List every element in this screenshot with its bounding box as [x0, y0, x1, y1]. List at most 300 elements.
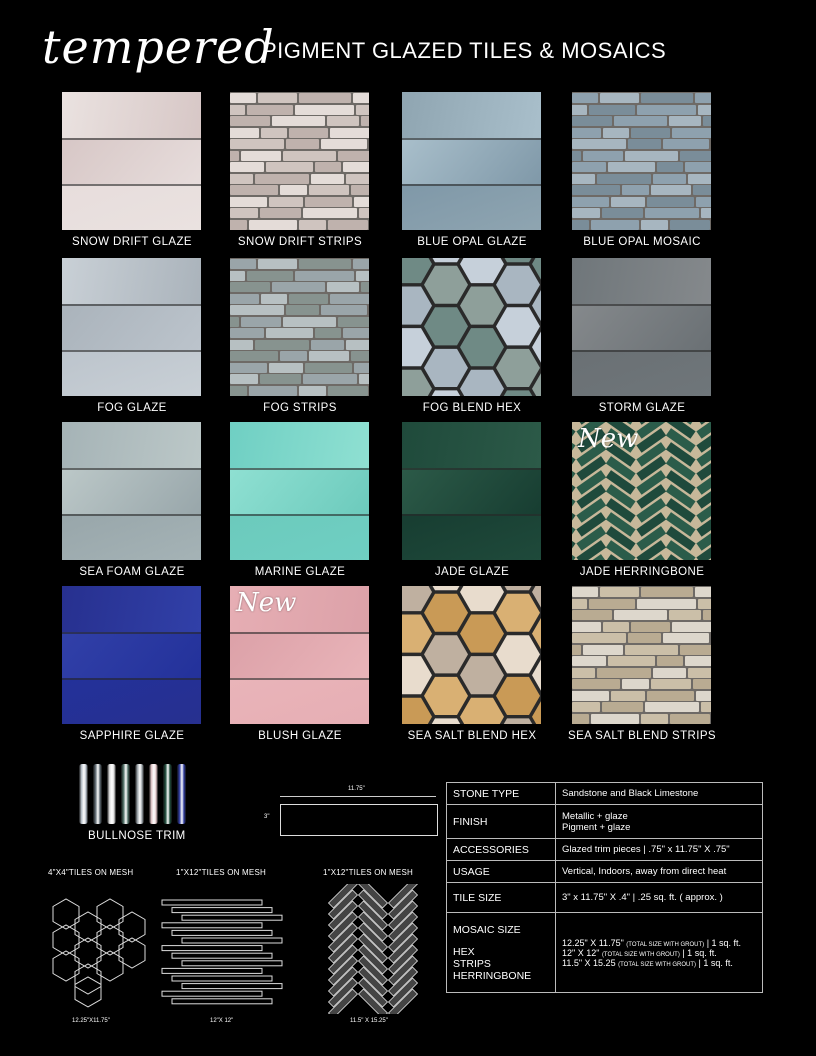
strip-piece	[241, 151, 281, 161]
mosaic-size-row	[562, 938, 756, 948]
trim-piece	[121, 764, 130, 824]
strip-piece	[572, 622, 601, 632]
strip-piece	[625, 645, 678, 655]
finish-line-2: Pigment + glaze	[562, 821, 631, 833]
spec-key: ACCESSORIES	[447, 839, 556, 861]
strip-piece	[247, 105, 293, 115]
strip-piece	[230, 374, 258, 384]
strip-piece	[249, 220, 297, 230]
mesh-herringbone-diagram	[314, 884, 424, 1014]
spec-value: Vertical, Indoors, away from direct heat	[556, 861, 763, 883]
strip-piece	[628, 633, 661, 643]
strip-piece	[703, 610, 711, 620]
spec-row-tile-size	[447, 883, 763, 913]
strip-piece	[353, 93, 369, 103]
strip-piece	[269, 363, 303, 373]
strip-piece	[680, 151, 711, 161]
strip-piece	[625, 151, 678, 161]
strip-piece	[269, 197, 303, 207]
spec-value	[556, 805, 763, 839]
strip-piece	[305, 363, 352, 373]
strip-piece	[328, 386, 368, 396]
strip-piece	[695, 93, 711, 103]
strip-piece	[255, 174, 309, 184]
tile-label: BLUE OPAL GLAZE	[417, 236, 527, 248]
grout-line	[402, 468, 541, 470]
strip-piece	[311, 174, 344, 184]
strip-piece	[230, 340, 253, 350]
strip-piece	[230, 363, 267, 373]
tile-sea-salt-blend-hex-swatch	[402, 586, 541, 724]
hex-piece	[424, 594, 468, 632]
mosaic-size-area: | 1 sq. ft.	[706, 937, 742, 948]
strip-piece	[645, 208, 699, 218]
mesh-hex-heading: 4"X4"TILES ON MESH	[48, 868, 134, 877]
width-dimension-line	[280, 796, 436, 797]
tile-label: FOG BLEND HEX	[422, 402, 522, 414]
strip-piece	[631, 128, 670, 138]
strip-piece	[651, 185, 691, 195]
hex-piece	[460, 287, 504, 325]
mosaic-size-area: | 1 sq. ft.	[698, 957, 733, 968]
strip-piece	[688, 174, 711, 184]
spec-row-stone-type	[447, 783, 763, 805]
strip-piece	[280, 351, 307, 361]
strip-piece	[230, 151, 239, 161]
grout-line	[62, 514, 201, 516]
grout-line	[230, 468, 369, 470]
tile-fog-blend-hex-swatch	[402, 258, 541, 396]
mosaic-size-note: (TOTAL SIZE WITH GROUT)	[618, 961, 696, 968]
strip-piece	[688, 668, 711, 678]
hex-piece	[460, 615, 504, 653]
strip-piece	[359, 208, 369, 218]
strip-piece	[597, 174, 651, 184]
strip-piece	[230, 305, 284, 315]
strip-piece	[572, 151, 581, 161]
mesh-strip-cell	[172, 953, 272, 958]
dimension-diagram	[262, 786, 442, 846]
spec-row-mosaic-size	[447, 913, 763, 993]
glaze-plank	[230, 468, 369, 516]
grout-line	[402, 514, 541, 516]
strip-piece	[289, 128, 328, 138]
spec-key: TILE SIZE	[447, 883, 556, 913]
strip-piece	[614, 116, 667, 126]
strip-piece	[572, 668, 595, 678]
tile-sea-salt-blend-strips-swatch	[572, 586, 711, 724]
tile-sea-foam-glaze-swatch	[62, 422, 201, 560]
bullnose-trim-swatch	[79, 764, 191, 824]
strip-piece	[583, 645, 623, 655]
strip-piece	[608, 656, 655, 666]
tile-outline	[280, 804, 438, 836]
strip-piece	[641, 587, 693, 597]
hex-piece	[402, 615, 432, 653]
strip-piece	[361, 282, 369, 292]
strip-piece	[703, 116, 711, 126]
width-dimension-label: 11.75"	[348, 786, 365, 792]
strip-piece	[354, 197, 369, 207]
strip-piece	[693, 185, 711, 195]
strip-piece	[572, 208, 600, 218]
hex-piece	[424, 677, 468, 715]
strip-piece	[230, 282, 270, 292]
strip-piece	[303, 208, 357, 218]
glaze-plank	[402, 468, 541, 516]
mesh-strips-size: 12"X 12"	[210, 1018, 234, 1024]
grout-line	[62, 468, 201, 470]
strip-piece	[230, 328, 264, 338]
strip-piece	[343, 328, 369, 338]
strip-piece	[572, 139, 626, 149]
strip-piece	[572, 197, 609, 207]
strip-piece	[657, 656, 683, 666]
strip-piece	[572, 656, 606, 666]
glaze-plank	[230, 514, 369, 560]
strip-piece	[698, 599, 711, 609]
strip-piece	[289, 294, 328, 304]
spec-value: Glazed trim pieces | .75" x 11.75" X .75"	[556, 839, 763, 861]
grout-line	[62, 138, 201, 140]
strip-piece	[353, 259, 369, 269]
glaze-plank	[230, 678, 369, 724]
hex-piece	[460, 586, 504, 611]
strip-piece	[247, 271, 293, 281]
glaze-plank	[62, 468, 201, 516]
strip-piece	[572, 702, 600, 712]
tile-fog-strips-swatch	[230, 258, 369, 396]
strip-piece	[685, 162, 711, 172]
strip-piece	[608, 162, 655, 172]
hex-piece	[460, 698, 504, 724]
strip-piece	[572, 633, 626, 643]
strip-piece	[330, 294, 369, 304]
strip-piece	[230, 185, 278, 195]
hex-piece	[402, 287, 432, 325]
strip-piece	[299, 220, 326, 230]
strip-piece	[283, 151, 336, 161]
strip-piece	[669, 116, 701, 126]
strip-piece	[230, 116, 270, 126]
strip-piece	[286, 139, 319, 149]
specs-table	[446, 782, 763, 993]
strip-piece	[280, 185, 307, 195]
glaze-plank	[62, 184, 201, 230]
strip-piece	[670, 220, 710, 230]
tile-label: FOG STRIPS	[263, 402, 337, 414]
strip-piece	[583, 151, 623, 161]
grout-line	[62, 678, 201, 680]
bullnose-trim-label: BULLNOSE TRIM	[88, 830, 186, 842]
glaze-plank	[572, 258, 711, 306]
glaze-plank	[62, 586, 201, 634]
strip-piece	[622, 185, 649, 195]
glaze-plank	[572, 350, 711, 396]
strip-piece	[272, 282, 325, 292]
mesh-strip-cell	[182, 961, 282, 966]
glaze-plank	[62, 514, 201, 560]
spec-key: STONE TYPE	[447, 783, 556, 805]
strip-piece	[230, 128, 259, 138]
hex-piece	[496, 635, 540, 673]
mesh-strip-cell	[172, 930, 272, 935]
tile-label: SEA SALT BLEND HEX	[407, 730, 537, 742]
strip-piece	[260, 208, 301, 218]
tile-marine-glaze-swatch	[230, 422, 369, 560]
grout-line	[62, 304, 201, 306]
strip-piece	[230, 162, 264, 172]
tile-blue-opal-mosaic-swatch	[572, 92, 711, 230]
glaze-plank	[62, 350, 201, 396]
strip-piece	[680, 645, 711, 655]
strip-piece	[572, 691, 609, 701]
strip-piece	[258, 259, 297, 269]
strip-piece	[230, 317, 239, 327]
strip-piece	[631, 622, 670, 632]
strip-piece	[701, 208, 711, 218]
strip-piece	[328, 220, 368, 230]
strip-piece	[589, 105, 635, 115]
strip-piece	[572, 162, 606, 172]
strip-piece	[266, 328, 313, 338]
herringbone-piece	[572, 422, 576, 439]
strip-piece	[653, 174, 686, 184]
spec-row-accessories	[447, 839, 763, 861]
height-dimension-label: 3"	[264, 814, 270, 820]
tile-fog-glaze-swatch	[62, 258, 201, 396]
grout-line	[230, 514, 369, 516]
hex-piece	[402, 656, 432, 694]
strip-piece	[305, 197, 352, 207]
strip-piece	[359, 374, 369, 384]
herringbone-piece	[572, 422, 576, 425]
tile-label: STORM GLAZE	[598, 402, 686, 414]
strip-piece	[603, 128, 629, 138]
strip-piece	[597, 668, 651, 678]
strip-piece	[602, 208, 643, 218]
strip-piece	[637, 599, 696, 609]
hex-piece	[496, 349, 540, 387]
tile-label: BLUE OPAL MOSAIC	[583, 236, 701, 248]
strip-piece	[283, 317, 336, 327]
hex-piece	[496, 677, 540, 715]
trim-piece	[79, 764, 88, 824]
mesh-strip-cell	[162, 946, 262, 951]
mesh-hex-cell	[75, 977, 101, 1007]
strip-piece	[589, 599, 635, 609]
tile-label: SEA FOAM GLAZE	[79, 566, 185, 578]
strip-piece	[572, 128, 601, 138]
mosaic-size-row	[562, 958, 756, 968]
strip-piece	[327, 282, 359, 292]
strip-piece	[591, 220, 639, 230]
mesh-strips-diagram	[158, 896, 288, 1016]
strip-piece	[230, 174, 253, 184]
strip-piece	[272, 116, 325, 126]
hex-piece	[496, 307, 540, 345]
strip-piece	[286, 305, 319, 315]
strip-piece	[572, 679, 620, 689]
page-title: PIGMENT GLAZED TILES & MOSAICS	[262, 38, 667, 63]
strip-piece	[695, 587, 711, 597]
strip-piece	[309, 351, 349, 361]
glaze-plank	[402, 138, 541, 186]
hex-piece	[460, 656, 504, 694]
strip-piece	[356, 271, 369, 281]
mosaic-size-note: (TOTAL SIZE WITH GROUT)	[601, 951, 680, 958]
mesh-strip-cell	[162, 968, 262, 973]
tile-label: JADE GLAZE	[434, 566, 510, 578]
spec-key: FINISH	[447, 805, 556, 839]
strip-piece	[647, 691, 694, 701]
hex-piece	[496, 718, 540, 724]
strip-piece	[572, 220, 589, 230]
strip-piece	[315, 162, 341, 172]
strip-piece	[701, 702, 711, 712]
strip-piece	[611, 197, 645, 207]
strip-piece	[346, 174, 369, 184]
tile-label: SNOW DRIFT GLAZE	[72, 236, 192, 248]
strip-piece	[600, 93, 639, 103]
mesh-strip-cell	[172, 999, 272, 1004]
strip-piece	[261, 128, 287, 138]
hex-piece	[424, 349, 468, 387]
strip-piece	[641, 714, 668, 724]
strip-piece	[230, 294, 259, 304]
grout-line	[572, 350, 711, 352]
strip-piece	[299, 386, 326, 396]
spec-key	[447, 913, 556, 993]
glaze-plank	[62, 632, 201, 680]
trim-piece	[93, 764, 102, 824]
hex-piece	[460, 370, 504, 396]
strip-piece	[230, 93, 256, 103]
glaze-plank	[402, 184, 541, 230]
strip-piece	[614, 610, 667, 620]
hex-piece	[496, 390, 540, 396]
tile-snow-drift-glaze-swatch	[62, 92, 201, 230]
strip-piece	[572, 105, 587, 115]
tile-blush-glaze-swatch	[230, 586, 369, 724]
strip-piece	[354, 363, 369, 373]
strip-piece	[230, 351, 278, 361]
strip-piece	[647, 197, 694, 207]
grout-line	[402, 184, 541, 186]
strip-piece	[330, 128, 369, 138]
mesh-strip-cell	[182, 938, 282, 943]
strip-piece	[321, 305, 367, 315]
strip-piece	[260, 374, 301, 384]
glaze-plank	[62, 138, 201, 186]
strip-piece	[258, 93, 297, 103]
strip-piece	[572, 185, 620, 195]
strip-piece	[622, 679, 649, 689]
mesh-strip-cell	[162, 900, 262, 905]
mesh-herringbone-heading: 1"X12"TILES ON MESH	[323, 868, 413, 877]
strip-piece	[603, 622, 629, 632]
strip-piece	[249, 386, 297, 396]
mesh-strip-cell	[172, 976, 272, 981]
strip-piece	[696, 691, 711, 701]
strip-piece	[663, 139, 709, 149]
grout-line	[62, 350, 201, 352]
mosaic-size-row	[562, 948, 756, 958]
mesh-strip-cell	[162, 923, 262, 928]
mosaic-size: 12.25" X 11.75"	[562, 937, 624, 948]
tile-jade-glaze-swatch	[402, 422, 541, 560]
tile-label: SEA SALT BLEND STRIPS	[568, 730, 716, 742]
strip-piece	[351, 185, 369, 195]
strip-piece	[641, 93, 693, 103]
mosaic-sub-key: HEX	[453, 945, 475, 958]
strip-piece	[299, 259, 351, 269]
tile-label: FOG GLAZE	[97, 402, 167, 414]
strip-piece	[295, 271, 354, 281]
strip-piece	[299, 93, 351, 103]
tile-sapphire-glaze-swatch	[62, 586, 201, 724]
strip-piece	[230, 139, 284, 149]
strip-piece	[327, 116, 359, 126]
tile-snow-drift-strips-swatch	[230, 92, 369, 230]
strip-piece	[669, 610, 701, 620]
tile-label: JADE HERRINGBONE	[579, 566, 705, 578]
hex-piece	[460, 258, 504, 283]
strip-piece	[670, 714, 710, 724]
strip-piece	[346, 340, 369, 350]
tile-storm-glaze-swatch	[572, 258, 711, 396]
strip-piece	[255, 340, 309, 350]
strip-piece	[696, 197, 711, 207]
hex-piece	[460, 328, 504, 366]
mesh-strips-heading: 1"X12"TILES ON MESH	[176, 868, 266, 877]
mosaic-size-note: (TOTAL SIZE WITH GROUT)	[626, 941, 705, 948]
mosaic-size-key: MOSAIC SIZE	[453, 923, 521, 936]
strip-piece	[230, 386, 247, 396]
strip-piece	[321, 139, 367, 149]
mosaic-sub-key: STRIPS	[453, 957, 491, 970]
glaze-plank	[62, 422, 201, 470]
grout-line	[230, 632, 369, 634]
strip-piece	[266, 162, 313, 172]
strip-piece	[351, 351, 369, 361]
strip-piece	[309, 185, 349, 195]
tile-label: MARINE GLAZE	[254, 566, 346, 578]
tile-label: SAPPHIRE GLAZE	[79, 730, 185, 742]
trim-piece	[177, 764, 186, 824]
hex-piece	[424, 307, 468, 345]
trim-piece	[163, 764, 172, 824]
tile-blue-opal-glaze-swatch	[402, 92, 541, 230]
mesh-strip-cell	[172, 908, 272, 913]
strip-piece	[295, 105, 354, 115]
tile-jade-herringbone-swatch	[572, 422, 711, 560]
strip-piece	[230, 271, 245, 281]
strip-piece	[338, 151, 369, 161]
strip-piece	[241, 317, 281, 327]
strip-piece	[230, 105, 245, 115]
mosaic-size: 12" X 12"	[562, 947, 600, 958]
strip-piece	[628, 139, 661, 149]
strip-piece	[600, 587, 639, 597]
strip-piece	[653, 668, 686, 678]
strip-piece	[698, 105, 711, 115]
grout-line	[402, 138, 541, 140]
strip-piece	[685, 656, 711, 666]
strip-piece	[572, 174, 595, 184]
spec-row-usage	[447, 861, 763, 883]
strip-piece	[611, 691, 645, 701]
